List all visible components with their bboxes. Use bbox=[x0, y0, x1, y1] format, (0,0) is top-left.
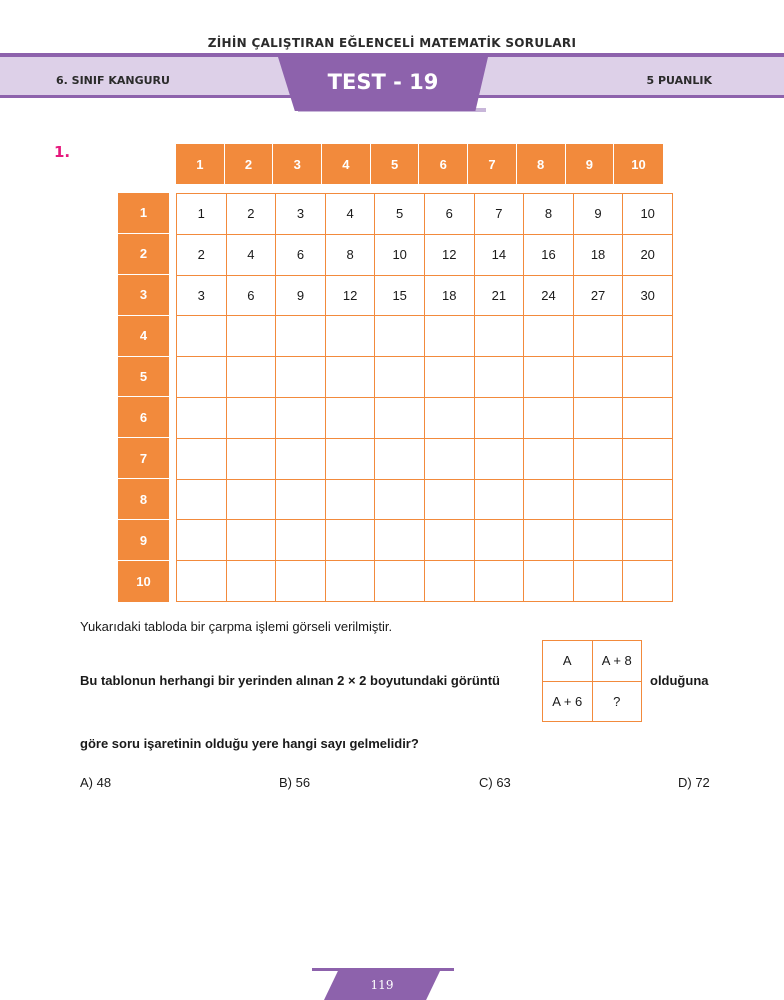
question-number: 1. bbox=[54, 143, 71, 161]
table-cell bbox=[623, 397, 673, 438]
page-number: 119 bbox=[370, 978, 394, 992]
table-cell: 7 bbox=[474, 194, 524, 235]
column-header-6: 6 bbox=[419, 144, 468, 184]
table-cell bbox=[573, 479, 623, 520]
table-row bbox=[177, 194, 673, 235]
table-cell bbox=[474, 520, 524, 561]
table-cell bbox=[474, 479, 524, 520]
table-cell bbox=[325, 397, 375, 438]
table-cell: 18 bbox=[573, 234, 623, 275]
table-cell bbox=[226, 479, 276, 520]
table-cell bbox=[177, 561, 227, 602]
table-cell bbox=[623, 316, 673, 357]
row-header-1: 1 bbox=[118, 193, 169, 234]
mini-grid bbox=[542, 640, 642, 722]
question-text-line1-end: olduğuna bbox=[650, 673, 709, 688]
table-cell bbox=[623, 520, 673, 561]
table-cell: 16 bbox=[524, 234, 574, 275]
multiplication-table bbox=[176, 193, 673, 602]
table-row bbox=[177, 520, 673, 561]
table-cell bbox=[573, 397, 623, 438]
test-label: TEST - 19 bbox=[327, 70, 439, 94]
table-cell bbox=[226, 357, 276, 398]
table-cell: 14 bbox=[474, 234, 524, 275]
row-header-10: 10 bbox=[118, 561, 169, 602]
table-cell bbox=[177, 316, 227, 357]
column-header-9: 9 bbox=[566, 144, 615, 184]
page-title: ZİHİN ÇALIŞTIRAN EĞLENCELİ MATEMATİK SORULARI bbox=[207, 36, 577, 50]
table-cell: 9 bbox=[276, 275, 326, 316]
table-cell bbox=[276, 479, 326, 520]
footer-line bbox=[312, 968, 454, 971]
row-header-8: 8 bbox=[118, 479, 169, 520]
table-row bbox=[177, 479, 673, 520]
table-cell bbox=[573, 316, 623, 357]
column-headers bbox=[176, 144, 663, 184]
table-cell bbox=[325, 316, 375, 357]
table-cell bbox=[177, 438, 227, 479]
row-header-9: 9 bbox=[118, 520, 169, 561]
option-b[interactable]: B) 56 bbox=[279, 775, 311, 790]
table-cell bbox=[276, 397, 326, 438]
table-cell bbox=[524, 397, 574, 438]
table-cell: 20 bbox=[623, 234, 673, 275]
table-cell: 2 bbox=[177, 234, 227, 275]
table-cell bbox=[375, 397, 425, 438]
table-cell bbox=[524, 561, 574, 602]
table-cell bbox=[325, 357, 375, 398]
row-header-2: 2 bbox=[118, 234, 169, 275]
table-cell: 3 bbox=[177, 275, 227, 316]
table-cell bbox=[623, 561, 673, 602]
table-cell: 4 bbox=[226, 234, 276, 275]
table-cell: 9 bbox=[573, 194, 623, 235]
table-cell bbox=[276, 561, 326, 602]
table-cell: 4 bbox=[325, 194, 375, 235]
mini-cell: A + 6 bbox=[543, 681, 593, 722]
row-header-4: 4 bbox=[118, 316, 169, 357]
option-d[interactable]: D) 72 bbox=[678, 775, 710, 790]
table-cell bbox=[276, 438, 326, 479]
table-cell bbox=[325, 561, 375, 602]
table-cell bbox=[424, 520, 474, 561]
table-cell bbox=[276, 316, 326, 357]
row-header-7: 7 bbox=[118, 438, 169, 479]
table-cell bbox=[474, 438, 524, 479]
table-cell bbox=[424, 438, 474, 479]
table-cell bbox=[573, 438, 623, 479]
option-a[interactable]: A) 48 bbox=[80, 775, 112, 790]
column-header-7: 7 bbox=[468, 144, 517, 184]
table-cell: 6 bbox=[276, 234, 326, 275]
table-cell: 8 bbox=[325, 234, 375, 275]
table-cell bbox=[524, 438, 574, 479]
table-cell bbox=[573, 561, 623, 602]
table-cell bbox=[276, 357, 326, 398]
table-cell bbox=[177, 520, 227, 561]
table-cell bbox=[474, 357, 524, 398]
points-label: 5 PUANLIK bbox=[646, 74, 712, 87]
table-cell bbox=[375, 520, 425, 561]
table-cell bbox=[424, 357, 474, 398]
table-cell bbox=[375, 438, 425, 479]
table-cell bbox=[226, 438, 276, 479]
table-cell bbox=[524, 357, 574, 398]
table-cell bbox=[177, 397, 227, 438]
table-cell: 2 bbox=[226, 194, 276, 235]
mini-cell: A bbox=[543, 641, 593, 682]
table-cell bbox=[573, 357, 623, 398]
table-cell bbox=[474, 561, 524, 602]
table-cell: 27 bbox=[573, 275, 623, 316]
table-cell: 10 bbox=[375, 234, 425, 275]
table-cell bbox=[375, 561, 425, 602]
table-cell: 6 bbox=[226, 275, 276, 316]
table-cell: 12 bbox=[325, 275, 375, 316]
option-c[interactable]: C) 63 bbox=[479, 775, 511, 790]
table-cell bbox=[424, 316, 474, 357]
table-row bbox=[177, 275, 673, 316]
table-cell bbox=[474, 397, 524, 438]
table-cell bbox=[623, 357, 673, 398]
table-cell: 6 bbox=[424, 194, 474, 235]
table-cell bbox=[226, 561, 276, 602]
table-cell bbox=[276, 520, 326, 561]
column-header-1: 1 bbox=[176, 144, 225, 184]
table-cell bbox=[573, 520, 623, 561]
table-cell bbox=[524, 479, 574, 520]
table-row bbox=[177, 234, 673, 275]
table-cell bbox=[226, 520, 276, 561]
table-cell: 3 bbox=[276, 194, 326, 235]
table-row bbox=[177, 438, 673, 479]
table-cell bbox=[375, 479, 425, 520]
table-row bbox=[177, 357, 673, 398]
table-cell: 5 bbox=[375, 194, 425, 235]
table-cell bbox=[325, 438, 375, 479]
table-cell: 30 bbox=[623, 275, 673, 316]
table-cell bbox=[424, 397, 474, 438]
intro-text: Yukarıdaki tabloda bir çarpma işlemi görseli verilmiştir. bbox=[80, 619, 393, 634]
column-header-3: 3 bbox=[273, 144, 322, 184]
table-cell bbox=[524, 316, 574, 357]
row-header-6: 6 bbox=[118, 397, 169, 438]
table-cell: 1 bbox=[177, 194, 227, 235]
table-cell bbox=[623, 479, 673, 520]
table-cell: 15 bbox=[375, 275, 425, 316]
mini-cell: A + 8 bbox=[592, 641, 642, 682]
table-row bbox=[177, 397, 673, 438]
table-cell bbox=[424, 561, 474, 602]
question-text-line2: göre soru işaretinin olduğu yere hangi sayı gelmelidir? bbox=[80, 736, 419, 751]
row-header-3: 3 bbox=[118, 275, 169, 316]
column-header-2: 2 bbox=[225, 144, 274, 184]
table-row bbox=[177, 561, 673, 602]
table-cell bbox=[177, 357, 227, 398]
table-cell bbox=[226, 316, 276, 357]
mini-cell: ? bbox=[592, 681, 642, 722]
table-cell bbox=[177, 479, 227, 520]
table-cell: 24 bbox=[524, 275, 574, 316]
table-cell: 10 bbox=[623, 194, 673, 235]
table-cell bbox=[375, 357, 425, 398]
table-cell bbox=[623, 438, 673, 479]
table-cell bbox=[325, 520, 375, 561]
table-cell: 12 bbox=[424, 234, 474, 275]
table-cell: 21 bbox=[474, 275, 524, 316]
table-cell bbox=[226, 397, 276, 438]
row-headers bbox=[118, 193, 169, 602]
question-text-line1: Bu tablonun herhangi bir yerinden alınan 2 × 2 boyutundaki görüntü bbox=[80, 673, 500, 688]
column-header-4: 4 bbox=[322, 144, 371, 184]
column-header-8: 8 bbox=[517, 144, 566, 184]
table-cell bbox=[375, 316, 425, 357]
table-cell bbox=[474, 316, 524, 357]
column-header-10: 10 bbox=[614, 144, 663, 184]
table-cell: 8 bbox=[524, 194, 574, 235]
row-header-5: 5 bbox=[118, 357, 169, 398]
table-cell bbox=[325, 479, 375, 520]
column-header-5: 5 bbox=[371, 144, 420, 184]
grade-label: 6. SINIF KANGURU bbox=[56, 74, 170, 87]
table-row bbox=[177, 316, 673, 357]
table-cell bbox=[424, 479, 474, 520]
table-cell bbox=[524, 520, 574, 561]
table-cell: 18 bbox=[424, 275, 474, 316]
